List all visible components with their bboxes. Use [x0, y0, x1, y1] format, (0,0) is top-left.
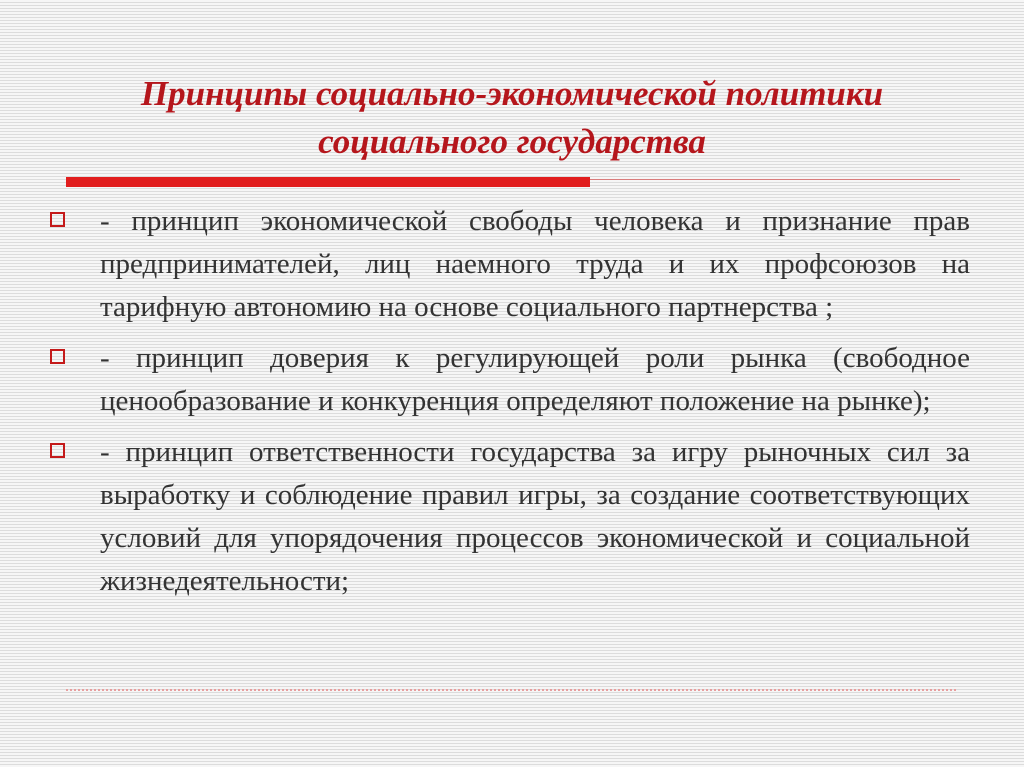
- hollow-square-icon: [50, 349, 65, 364]
- list-item: [48, 337, 970, 423]
- list-item-text: - принцип доверия к регулирующей роли рынка (свободное ценообразование и конкуренция определяют положение на рынке);: [100, 342, 970, 417]
- principles-list: [48, 200, 970, 611]
- bottom-divider: [66, 689, 956, 691]
- list-item-text: - принцип экономической свободы человека и признание прав предпринимателей, лиц наемного труда и их профсоюзов на тарифную автономию на основе социального партнерства ;: [100, 205, 970, 323]
- title-underline-thick: [66, 177, 590, 187]
- hollow-square-icon: [50, 212, 65, 227]
- list-item: [48, 431, 970, 603]
- list-item-text: - принцип ответственности государства за игру рыночных сил за выработку и соблюдение правил игры, за создание соответствующих условий для упорядочения процессов экономической и социальной жизнедеятельности;: [100, 436, 970, 597]
- title-underline: [66, 175, 960, 189]
- slide-title: [60, 70, 964, 166]
- hollow-square-icon: [50, 443, 65, 458]
- slide-title-line-2: социального государства: [318, 122, 706, 161]
- slide-title-line-1: Принципы социально-экономической политики: [140, 74, 884, 113]
- list-item: [48, 200, 970, 329]
